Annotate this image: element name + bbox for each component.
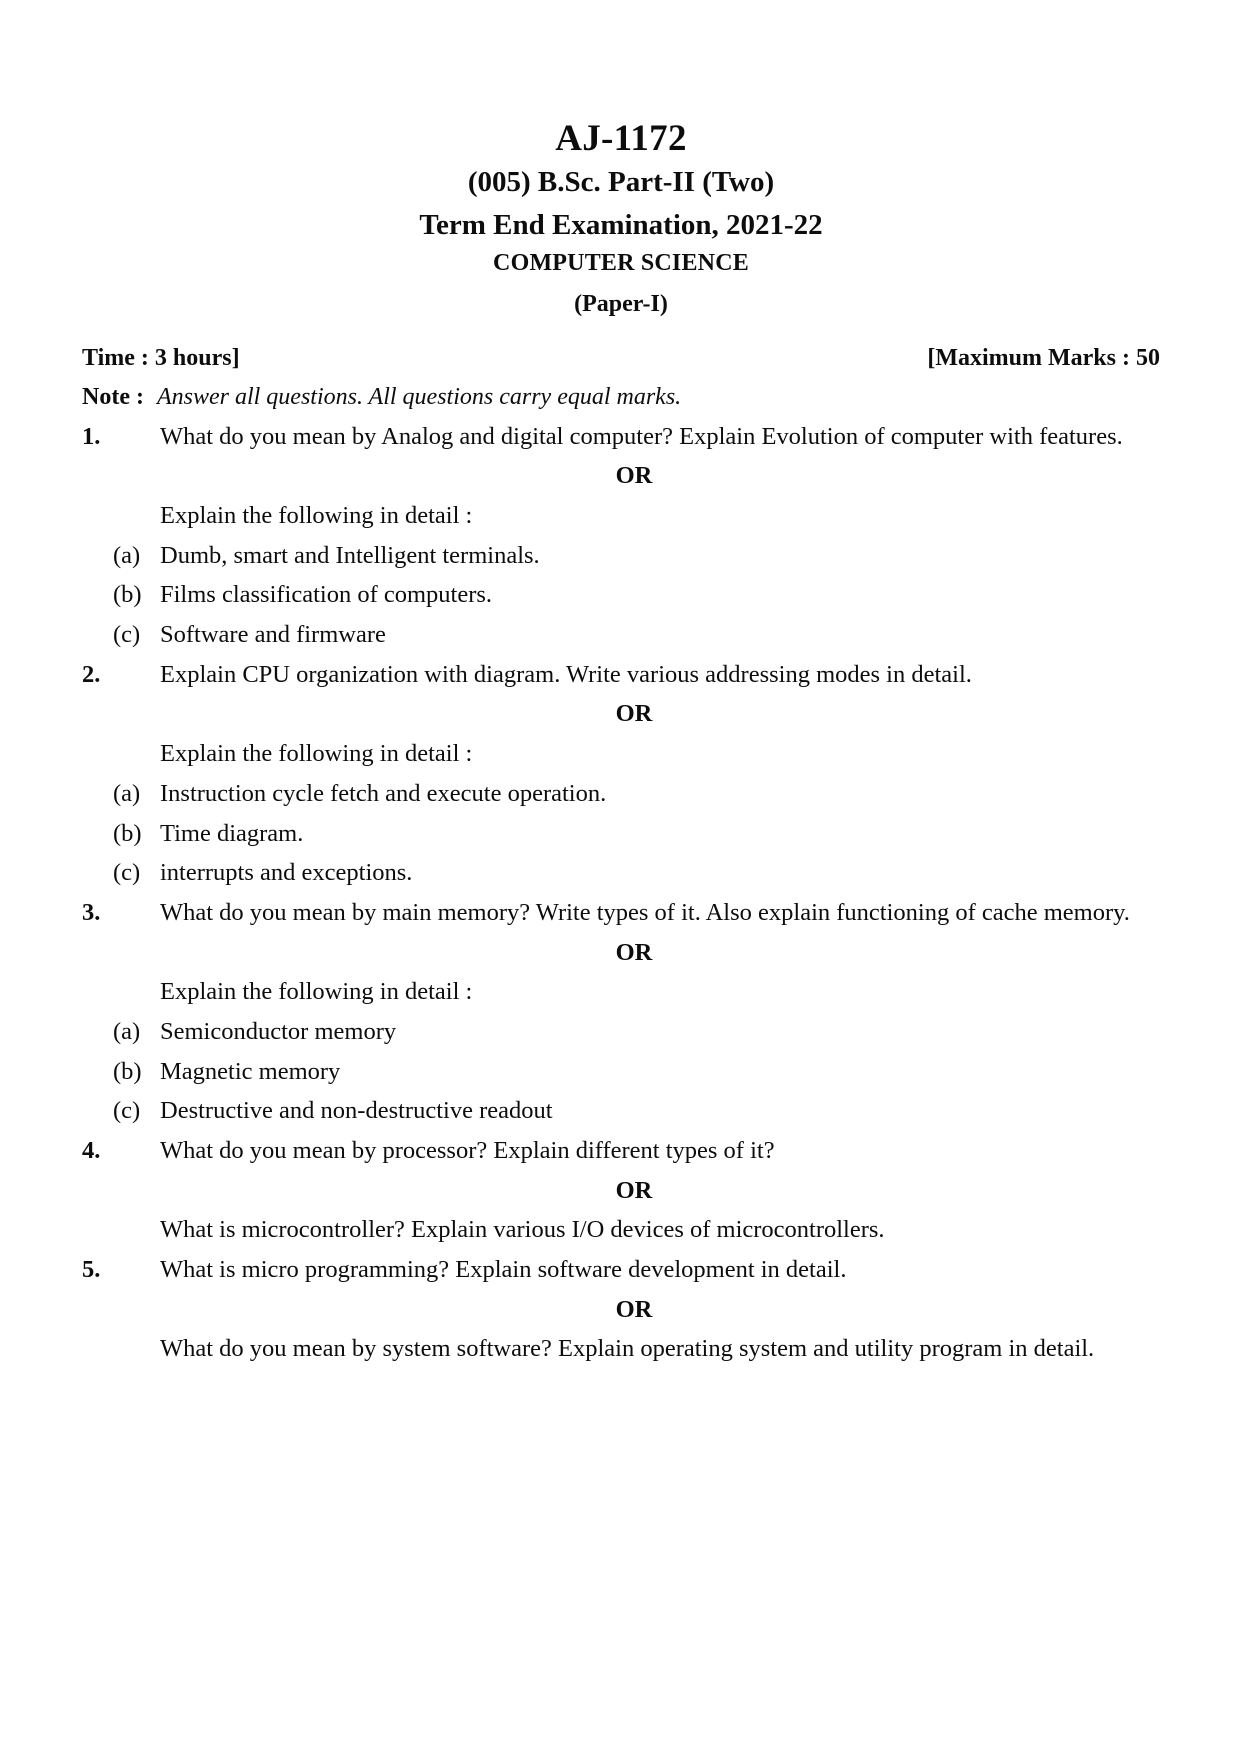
or-separator: OR (615, 938, 653, 966)
sub-item-text: Films classification of computers. (160, 581, 493, 609)
sub-item-text: Software and firmware (160, 621, 386, 649)
question-block-3 (82, 893, 1160, 1131)
sub-item-text: Dumb, smart and Intelligent terminals. (160, 541, 540, 569)
note-label: Note : (82, 383, 144, 410)
alt-intro-row (82, 734, 1160, 774)
sub-item-c (82, 1091, 1160, 1131)
paper-code: AJ-1172 (555, 118, 687, 159)
question-main-row (82, 893, 1160, 933)
subject-title: COMPUTER SCIENCE (493, 250, 749, 277)
sub-item-text: Semiconductor memory (160, 1017, 397, 1045)
or-separator: OR (615, 462, 653, 490)
exam-title: Term End Examination, 2021-22 (419, 209, 823, 242)
question-number: 4. (82, 1137, 101, 1164)
sub-item-label: (b) (113, 1057, 142, 1085)
sub-item-c (82, 615, 1160, 655)
question-number: 2. (82, 660, 101, 688)
question-block-2 (82, 655, 1160, 893)
or-separator: OR (615, 1295, 653, 1323)
question-main-row (82, 417, 1160, 457)
question-main-row (82, 1131, 1160, 1171)
question-text: What do you mean by Analog and digital computer? Explain Evolution of computer with features. (160, 422, 1123, 450)
question-list (82, 417, 1160, 1370)
alt-question-row (82, 1329, 1160, 1369)
question-number: 5. (82, 1256, 101, 1284)
course-title: (005) B.Sc. Part-II (Two) (467, 166, 775, 199)
question-text: What do you mean by processor? Explain different types of it? (160, 1137, 775, 1164)
or-separator: OR (615, 700, 653, 728)
sub-item-text: Time diagram. (160, 819, 304, 847)
question-main-row (82, 1250, 1160, 1290)
sub-item-label: (a) (113, 541, 141, 569)
sub-item-label: (b) (113, 581, 142, 609)
question-block-4 (82, 1131, 1160, 1250)
sub-item-c (82, 853, 1160, 893)
alt-intro-text: Explain the following in detail : (160, 978, 473, 1006)
sub-item-text: Destructive and non-destructive readout (160, 1097, 553, 1125)
sub-item-b (82, 814, 1160, 854)
paper-header (82, 118, 1160, 319)
note-text: Answer all questions. All questions carry equal marks. (156, 383, 682, 410)
sub-item-label: (c) (113, 1097, 141, 1125)
sub-item-label: (a) (113, 779, 141, 807)
sub-item-label: (b) (113, 819, 142, 847)
or-separator: OR (615, 1176, 653, 1204)
sub-item-text: Instruction cycle fetch and execute operation. (160, 779, 607, 807)
question-text: Explain CPU organization with diagram. Write various addressing modes in detail. (160, 660, 972, 688)
note-row (82, 384, 1160, 411)
paper-number: (Paper-I) (574, 290, 668, 317)
question-main-row (82, 655, 1160, 695)
question-number: 1. (82, 422, 101, 450)
alt-question-row (82, 1210, 1160, 1250)
time-marks-row (82, 345, 1160, 372)
time-allowed: Time : 3 hours] (82, 344, 240, 371)
question-number: 3. (82, 898, 101, 926)
sub-item-text: interrupts and exceptions. (160, 859, 413, 887)
alt-question-text: What is microcontroller? Explain various I/O devices of microcontrollers. (160, 1216, 885, 1244)
alt-intro-row (82, 496, 1160, 536)
question-block-1 (82, 417, 1160, 655)
question-text: What do you mean by main memory? Write types of it. Also explain functioning of cache memory. (160, 898, 1130, 926)
sub-item-text: Magnetic memory (160, 1057, 341, 1085)
sub-item-b (82, 1052, 1160, 1092)
question-block-5 (82, 1250, 1160, 1369)
alt-intro-text: Explain the following in detail : (160, 502, 473, 529)
question-text: What is micro programming? Explain software development in detail. (160, 1256, 847, 1284)
maximum-marks: [Maximum Marks : 50 (927, 344, 1160, 371)
sub-item-label: (c) (113, 621, 141, 649)
sub-item-label: (c) (113, 859, 141, 887)
sub-item-b (82, 575, 1160, 615)
alt-question-text: What do you mean by system software? Explain operating system and utility program in detail. (160, 1335, 1095, 1363)
sub-item-a (82, 774, 1160, 814)
sub-item-a (82, 536, 1160, 576)
alt-intro-text: Explain the following in detail : (160, 740, 473, 768)
sub-item-a (82, 1012, 1160, 1052)
alt-intro-row (82, 972, 1160, 1012)
sub-item-label: (a) (113, 1017, 141, 1045)
